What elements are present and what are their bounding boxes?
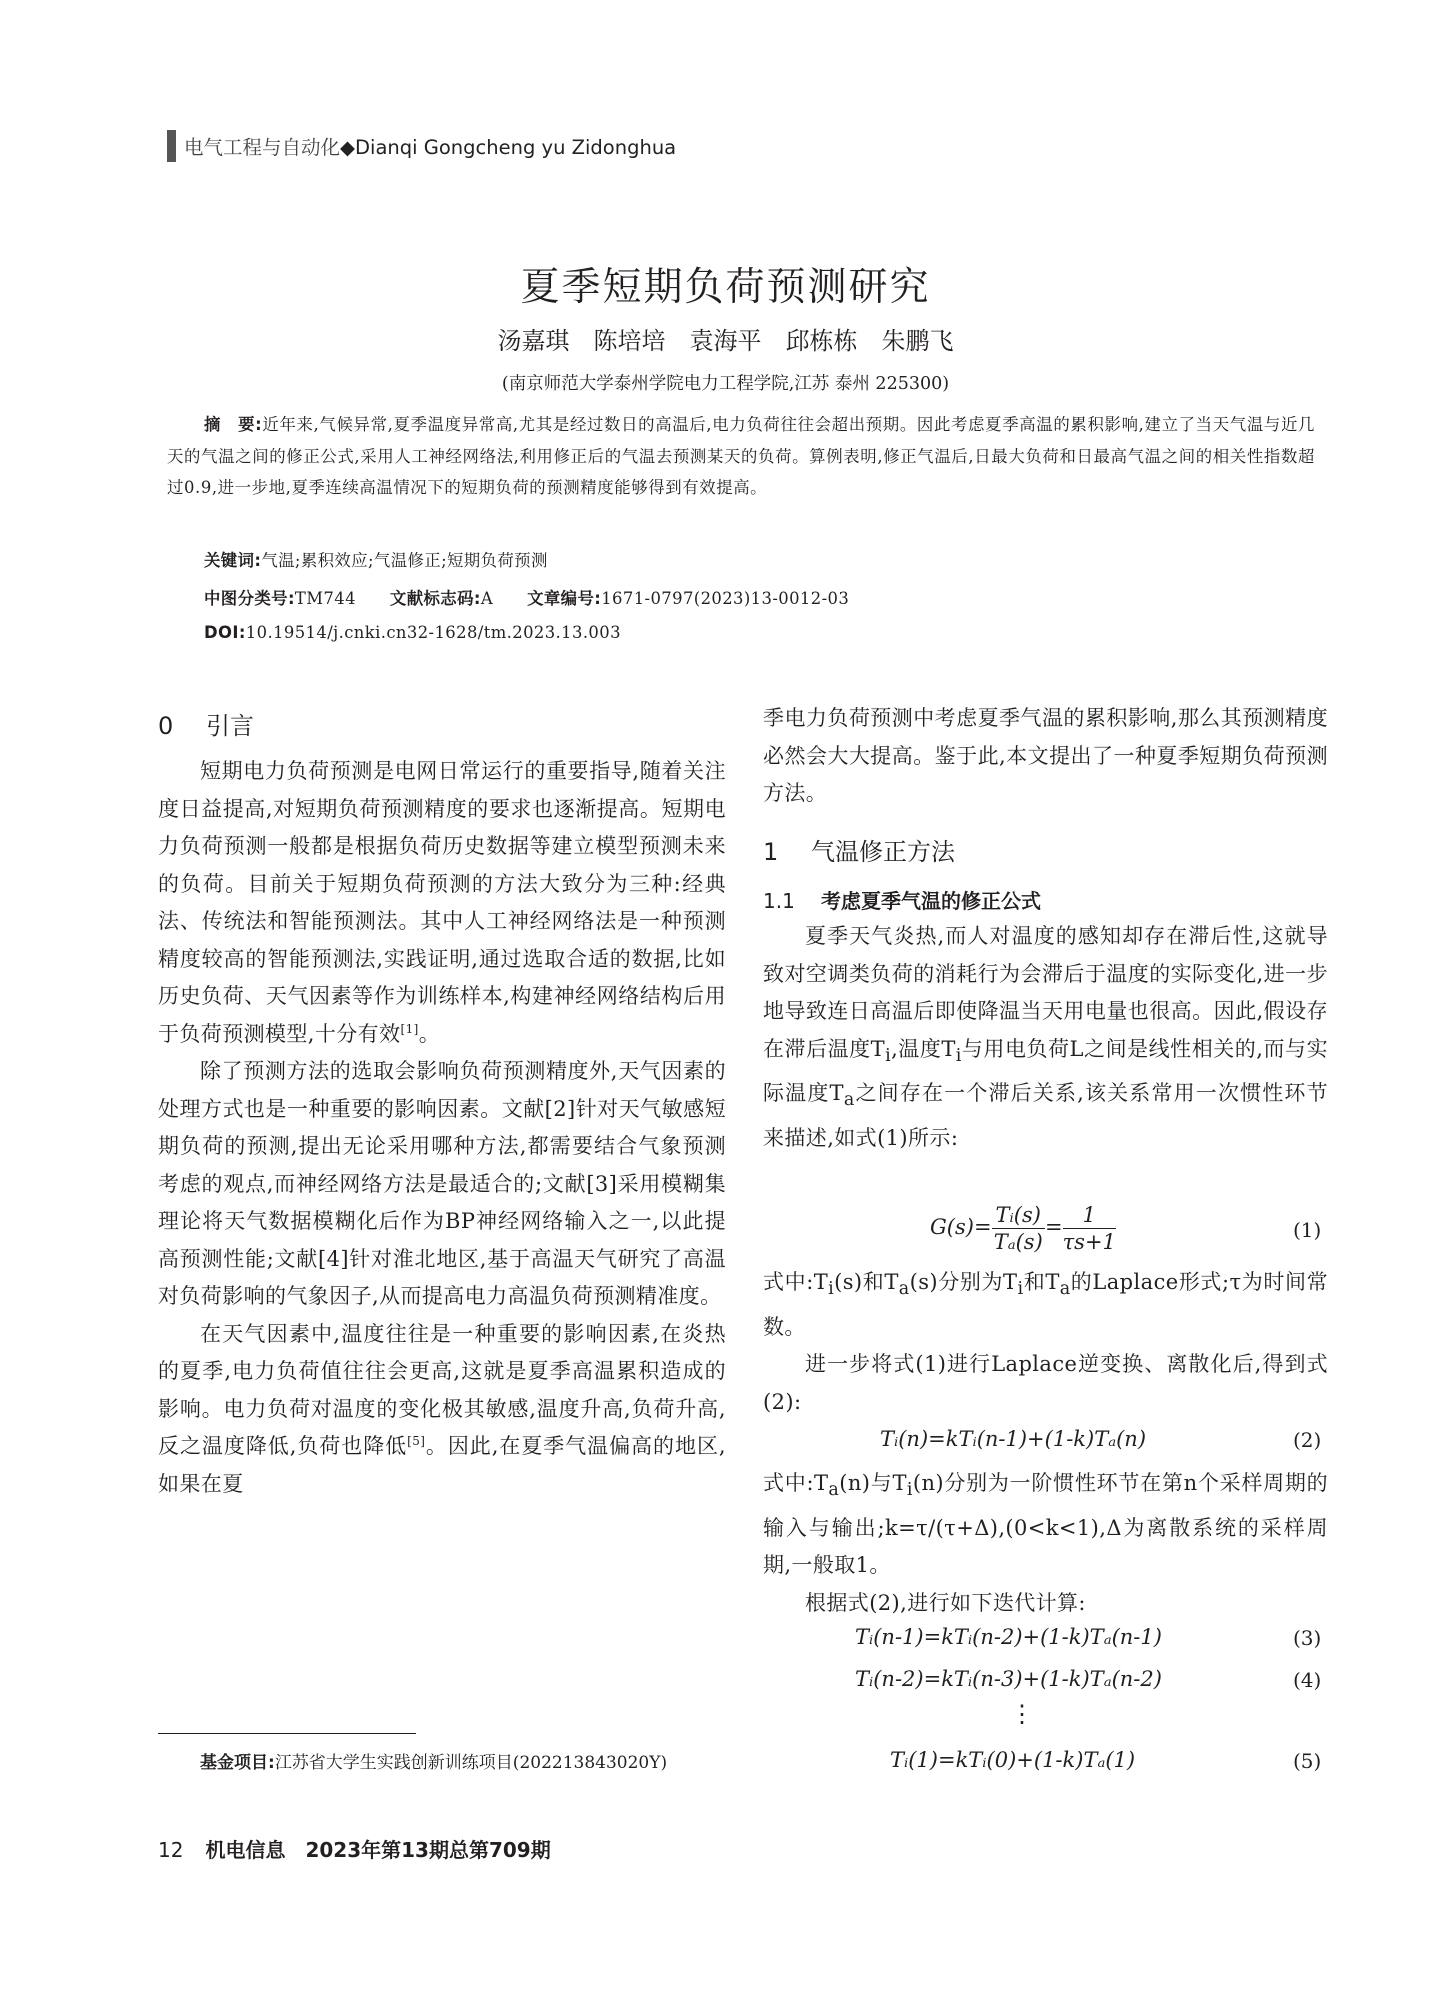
abstract-label: 摘 要: — [204, 415, 263, 434]
page-footer — [158, 1834, 551, 1863]
equation-3: Tᵢ(n-1)=kTᵢ(n-2)+(1-k)Tₐ(n-1) — [855, 1625, 1162, 1649]
section-1-heading — [763, 832, 955, 867]
equation-3-number: (3) — [1293, 1626, 1322, 1650]
right-column-method-2 — [763, 1264, 1328, 1421]
vertical-ellipsis: ⋮ — [1010, 1700, 1034, 1728]
paper-title: 夏季短期负荷预测研究 — [520, 265, 931, 310]
article-no-label: 文章编号: — [527, 589, 602, 608]
funding-text: 江苏省大学生实践创新训练项目(202213843020Y) — [274, 1753, 668, 1773]
section-1-1-heading — [763, 885, 1041, 914]
clc-label: 中图分类号: — [204, 589, 295, 608]
method-paragraph-2: 式中$:T_i(s)$和$T_a(s)$分别为$T_i$和$T_a$的Laplace形式;τ为时间常数。 — [763, 1270, 1329, 1339]
section-0-number: 0 — [158, 712, 174, 740]
authors: 汤嘉琪 陈培培 袁海平 邱栋栋 朱鹏飞 — [497, 327, 954, 355]
equation-1-lhs: G(s)= — [930, 1215, 992, 1239]
citation-1: [1] — [400, 1021, 419, 1036]
doc-code-label: 文献标志码: — [389, 589, 481, 608]
doc-code-value: A — [480, 589, 494, 608]
equation-1-fraction-a: $\frac{\text{Tᵢ(s)}}{\text{Tₐ(s)}}$ — [992, 1202, 1045, 1255]
abstract-text: 近年来,气候异常,夏季温度异常高,尤其是经过数日的高温后,电力负荷往往会超出预期。因此考虑夏季高温的累积影响,建立了当天气温与近几天的气温之间的修正公式,采用人工神经网络法,利用修正后的气温去预测某天的负荷。算例表明,修正气温后,日最大负荷和日最高气温之间的相关性指数超过0.9,进一步地,夏季连续高温情况下的短期负荷的预测精度能够得到有效提高。 — [167, 415, 1315, 497]
keywords-text: 气温;累积效应;气温修正;短期负荷预测 — [261, 551, 548, 570]
section-0-heading — [158, 706, 254, 741]
equation-1-fraction-b: $\frac{1}{\tau s+1}$ — [1062, 1203, 1116, 1254]
section-1-title: 气温修正方法 — [811, 838, 955, 866]
header-section-cn: 电气工程与自动化 — [184, 136, 341, 159]
journal-issue: 机电信息 2023年第13期总第709期 — [205, 1838, 551, 1862]
clc-value: TM744 — [294, 589, 356, 608]
method-paragraph-4: 式中$:T_a(n)$与$T_i(n)$分别为一阶惯性环节在第n个采样周期的输入与输出;k=τ/(τ+Δ),(0<k<1),Δ为离散系统的采样周期,一般取1。 — [763, 1471, 1328, 1578]
abstract — [167, 409, 1315, 504]
article-no-value: 1671-0797(2023)13-0012-03 — [601, 589, 850, 608]
page-number: 12 — [158, 1838, 184, 1862]
funding-footnote — [200, 1748, 667, 1773]
right-column-method-3 — [763, 1465, 1328, 1622]
header-section-pinyin: Dianqi Gongcheng yu Zidonghua — [355, 136, 677, 159]
doi-label: DOI: — [204, 623, 246, 642]
intro-paragraph-3: 在天气因素中,温度往往是一种重要的影响因素,在炎热的夏季,电力负荷值往往会更高,这就是夏季高温累积造成的影响。电力负荷对温度的变化极其敏感,温度升高,负荷升高,反之温度降低,负荷也降低[5]。因此,在夏季气温偏高的地区,如果在夏 — [158, 1321, 726, 1496]
left-column — [158, 753, 726, 1503]
section-1-number: 1 — [763, 838, 779, 866]
equation-5-number: (5) — [1293, 1749, 1322, 1773]
equation-4: Tᵢ(n-2)=kTᵢ(n-3)+(1-k)Tₐ(n-2) — [855, 1667, 1162, 1691]
doi-value: 10.19514/j.cnki.cn32-1628/tm.2023.13.003 — [245, 623, 621, 642]
equation-1-number: (1) — [1293, 1218, 1322, 1242]
section-1-1-title: 考虑夏季气温的修正公式 — [821, 889, 1041, 913]
section-1-1-number: 1.1 — [763, 889, 795, 913]
running-header — [184, 132, 676, 160]
keywords — [204, 547, 548, 571]
citation-5: [5] — [407, 1434, 426, 1448]
affiliation: (南京师范大学泰州学院电力工程学院,江苏 泰州 225300) — [501, 374, 950, 394]
equation-1: G(s)= $\frac{\text{Tᵢ(s)}}{\text{Tₐ(s)}}$ = $\frac{1}{\tau s+1}$ — [930, 1203, 1116, 1254]
method-paragraph-1: 夏季天气炎热,而人对温度的感知却存在滞后性,这就导致对空调类负荷的消耗行为会滞后于温度的实际变化,进一步地导致连日高温后即使降温当天用电量也很高。因此,假设存在滞后温度$T_i$,温度$T_i$与用电负荷L之间是线性相关的,而与实际温度$T_a$之间存在一个滞后关系,该关系常用一次惯性环节来描述,如式(1)所示: — [763, 924, 1328, 1150]
right-column-method — [763, 918, 1328, 1157]
right-column-intro — [763, 700, 1328, 813]
intro-paragraph-1: 短期电力负荷预测是电网日常运行的重要指导,随着关注度日益提高,对短期负荷预测精度的要求也逐渐提高。短期电力负荷预测一般都是根据负荷历史数据等建立模型预测未来的负荷。目前关于短期负荷预测的方法大致分为三种:经典法、传统法和智能预测法。其中人工神经网络法是一种预测精度较高的智能预测法,实践证明,通过选取合适的数据,比如历史负荷、天气因素等作为训练样本,构建神经网络结构后用于负荷预测模型,十分有效[1]。 — [158, 759, 726, 1046]
equation-2-number: (2) — [1293, 1428, 1322, 1452]
method-paragraph-3: 进一步将式(1)进行Laplace逆变换、离散化后,得到式(2): — [763, 1352, 1328, 1414]
header-separator: ◆ — [340, 136, 356, 159]
header-bar — [167, 130, 176, 162]
method-paragraph-5: 根据式(2),进行如下迭代计算: — [805, 1590, 1086, 1615]
doi — [204, 623, 621, 642]
equation-2: Tᵢ(n)=kTᵢ(n-1)+(1-k)Tₐ(n) — [880, 1427, 1147, 1451]
equation-4-number: (4) — [1293, 1668, 1322, 1692]
funding-label: 基金项目: — [200, 1753, 275, 1773]
keywords-label: 关键词: — [204, 551, 262, 570]
classification — [204, 585, 849, 609]
footnote-rule — [158, 1733, 416, 1734]
intro-paragraph-2: 除了预测方法的选取会影响负荷预测精度外,天气因素的处理方式也是一种重要的影响因素。文献[2]针对天气敏感短期负荷的预测,提出无论采用哪种方法,都需要结合气象预测考虑的观点,而神经网络方法是最适合的;文献[3]采用模糊集理论将天气数据模糊化后作为BP神经网络输入之一,以此提高预测性能;文献[4]针对淮北地区,基于高温天气研究了高温对负荷影响的气象因子,从而提高电力高温负荷预测精准度。 — [158, 1059, 726, 1308]
section-0-title: 引言 — [206, 712, 254, 740]
equation-5: Tᵢ(1)=kTᵢ(0)+(1-k)Tₐ(1) — [890, 1748, 1136, 1772]
intro-paragraph-continued: 季电力负荷预测中考虑夏季气温的累积影响,那么其预测精度必然会大大提高。鉴于此,本文提出了一种夏季短期负荷预测方法。 — [763, 706, 1328, 805]
